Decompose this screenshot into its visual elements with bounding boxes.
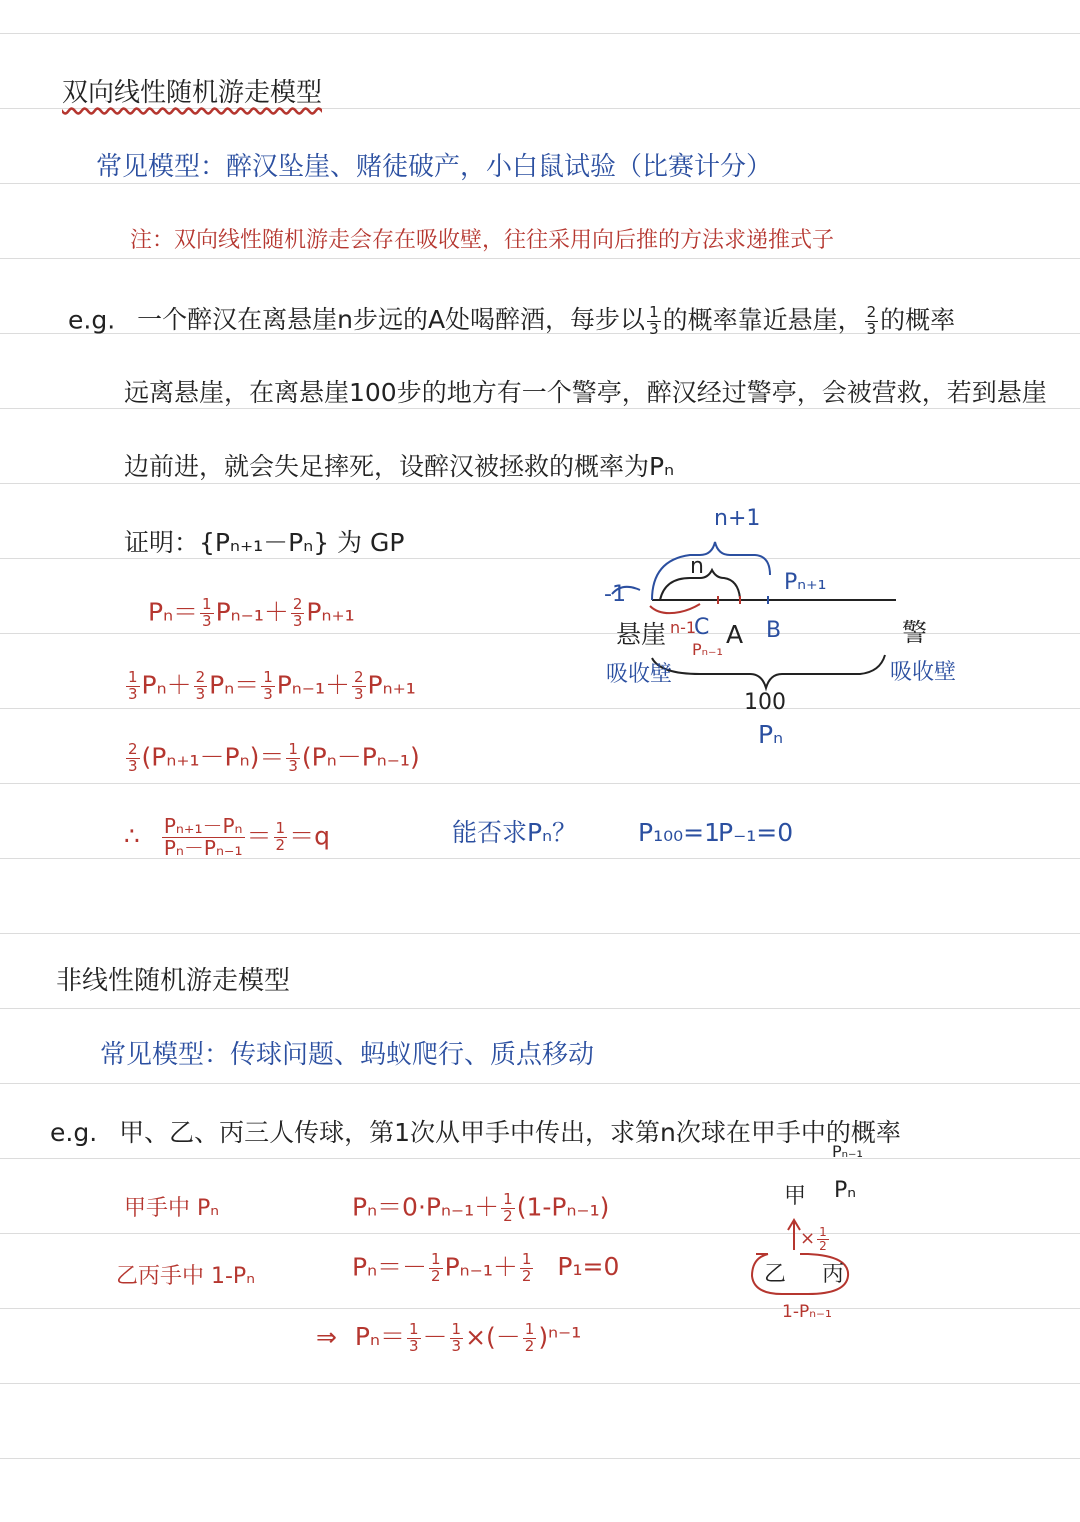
prove-statement: 证明：{Pₙ₊₁－Pₙ} 为 GP	[124, 528, 405, 557]
d2-label-jia: 甲	[784, 1184, 807, 1209]
boundary-p100: P₁₀₀=1	[638, 818, 720, 847]
equation-2-2: Pₙ＝－ $\frac{1}{2}$ Pₙ₋₁＋ $\frac{1}{2}$ P₁=0	[352, 1250, 620, 1285]
section2-title: 非线性随机游走模型	[56, 966, 291, 996]
equation-3: $\frac{2}{3}$ (Pₙ₊₁－Pₙ)＝ $\frac{1}{3}$ (Pₙ－Pₙ₋₁)	[128, 740, 420, 775]
equation-4: ∴ $\frac{\text{Pₙ₊₁－Pₙ}}{\text{Pₙ－Pₙ₋₁}}$ ＝ $\frac{1}{2}$ ＝q	[124, 814, 330, 860]
question-text: 能否求Pₙ？	[452, 818, 578, 847]
label-p-n-minus-1: Pₙ₋₁	[692, 640, 723, 659]
equation-2-1: Pₙ＝0·Pₙ₋₁＋ $\frac{1}{2}$ (1-Pₙ₋₁)	[352, 1190, 610, 1225]
label-n-minus-1: n-1	[670, 618, 697, 637]
problem2: e.g. 甲、乙、丙三人传球，第1次从甲手中传出，求第n次球在甲手中的概率	[50, 1118, 901, 1147]
d2-label-p-n: Pₙ	[834, 1178, 857, 1203]
label-p-n-plus-1: Pₙ₊₁	[784, 570, 827, 595]
label-cliff: 悬崖	[616, 620, 667, 649]
label-n-plus-1: n+1	[714, 506, 761, 531]
eg-label: e.g.	[68, 305, 116, 335]
equation-2-3: ⇒ Pₙ＝ $\frac{1}{3}$ － $\frac{1}{3}$ ×(－ $\frac{1}{2}$ )ⁿ⁻¹	[316, 1320, 582, 1355]
label-absorb-right: 吸收壁	[890, 660, 957, 685]
section2-common-models: 常见模型：传球问题、蚂蚁爬行、质点移动	[100, 1040, 595, 1070]
label-minus-one: -1	[604, 582, 626, 607]
d2-label-times-half: × $\frac{1}{2}$	[800, 1225, 827, 1253]
equation-2: $\frac{1}{3}$ Pₙ＋ $\frac{2}{3}$ Pₙ＝ $\frac{1}{3}$ Pₙ₋₁＋ $\frac{2}{3}$ Pₙ₊₁	[128, 668, 416, 703]
label-hundred: 100	[744, 690, 786, 715]
section1-title: 双向线性随机游走模型	[62, 78, 323, 108]
d2-label-bing: 丙	[822, 1262, 845, 1287]
d2-label-yi: 乙	[764, 1262, 787, 1287]
label-b: B	[766, 618, 782, 643]
equation-1: Pₙ＝ $\frac{1}{3}$ Pₙ₋₁＋ $\frac{2}{3}$ Pₙ₊₁	[148, 595, 355, 630]
fraction: $\frac{2}{3}$	[866, 303, 877, 338]
d2-label-one-minus: 1-Pₙ₋₁	[782, 1302, 832, 1322]
section1-note: 注：双向线性随机游走会存在吸收壁，往往采用向后推的方法求递推式子	[130, 228, 835, 253]
boundary-pminus1: P₋₁=0	[718, 818, 794, 847]
common-models-text: 醉汉坠崖、赌徒破产，小白鼠试验（比赛计分）	[226, 152, 773, 182]
label-police: 警	[902, 618, 928, 647]
label-yibing-hand: 乙丙手中 1-Pₙ	[116, 1264, 255, 1289]
problem1-line2: 远离悬崖，在离悬崖100步的地方有一个警亭，醉汉经过警亭，会被营救，若到悬崖	[124, 378, 1047, 407]
problem1-line3: 边前进，就会失足摔死，设醉汉被拯救的概率为Pₙ	[124, 452, 675, 481]
label-n: n	[690, 554, 704, 579]
label-jia-hand: 甲手中 Pₙ	[124, 1196, 220, 1221]
label-c: C	[694, 615, 710, 640]
label-absorb-left: 吸收壁	[606, 662, 673, 687]
common-models-label: 常见模型：	[96, 152, 227, 182]
label-a: A	[726, 620, 744, 649]
fraction: $\frac{1}{3}$	[649, 303, 659, 338]
label-p-n: Pₙ	[758, 720, 784, 749]
d2-label-p-n-minus-1: Pₙ₋₁	[832, 1142, 863, 1161]
problem1-line1: e.g. 一个醉汉在离悬崖n步远的A处喝醉酒，每步以 $\frac{1}{3}$ 的概率靠近悬崖， $\frac{2}{3}$ 的概率	[68, 303, 956, 338]
